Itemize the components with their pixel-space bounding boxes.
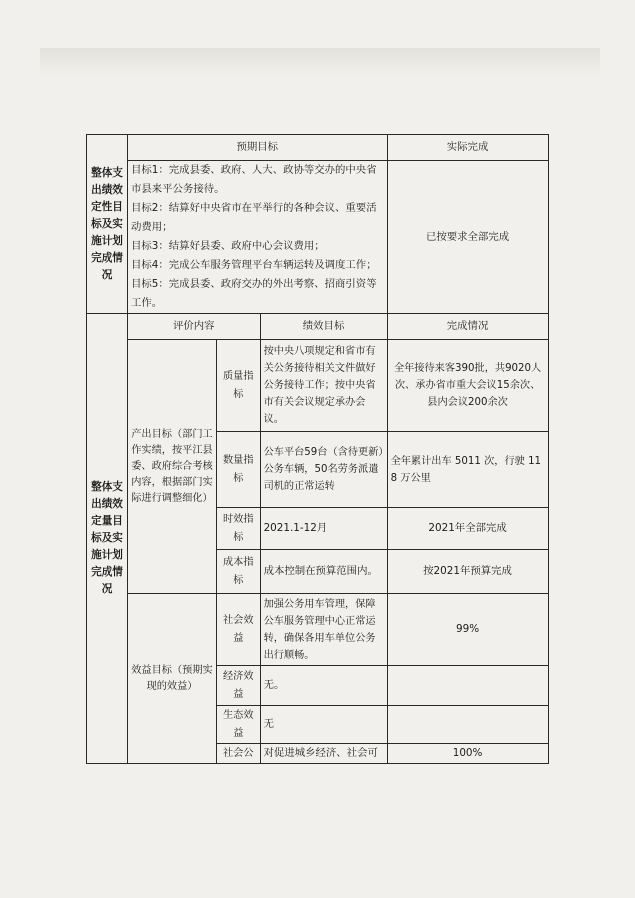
- ecological-benefit-target: 无: [260, 706, 387, 744]
- quality-status: 全年接待来客390批，共9020人次、承办省市重大会议15余次、县内会议200余次: [387, 340, 548, 432]
- quantity-status: 全年累计出车 5011 次，行驶 118 万公里: [387, 432, 548, 508]
- expected-goals-cell: [128, 161, 388, 314]
- goal-line: 目标2：结算好中央省市在平举行的各种会议、重要活: [131, 202, 377, 214]
- actual-completion-cell: 已按要求全部完成: [387, 161, 548, 314]
- quality-indicator: 质量指标: [217, 340, 261, 432]
- benefit-target-group: 效益目标（预期实现的效益）: [128, 594, 217, 764]
- economic-benefit-indicator: 经济效益: [217, 666, 261, 706]
- goal-line: 目标4：完成公车服务管理平台车辆运转及调度工作；: [131, 259, 377, 271]
- goal-line: 目标1：完成县委、政府、人大、政协等交办的中央省: [131, 164, 377, 176]
- goal-line: 市县来平公务接待。: [131, 183, 225, 195]
- quantity-target: 公车平台59台（含待更新）公务车辆，50名劳务派遣司机的正常运转: [260, 432, 387, 508]
- social-public-indicator: 社会公: [217, 744, 261, 764]
- goal-line: 目标5：完成县委、政府交办的外出考察、招商引资等: [131, 278, 377, 290]
- social-public-status: 100%: [387, 744, 548, 764]
- eval-content-header: 评价内容: [128, 314, 261, 340]
- timeliness-status: 2021年全部完成: [387, 508, 548, 550]
- actual-completion-header: 实际完成: [387, 135, 548, 161]
- section2-label: 整体支出绩效定量目标及实施计划完成情况: [87, 314, 128, 764]
- ecological-benefit-status: [387, 706, 548, 744]
- output-target-group: 产出目标（部门工作实绩，按平江县委、政府综合考核内容，根据部门实际进行调整细化）: [128, 340, 217, 594]
- social-benefit-indicator: 社会效益: [217, 594, 261, 666]
- timeliness-indicator: 时效指标: [217, 508, 261, 550]
- social-benefit-status: 99%: [387, 594, 548, 666]
- social-public-target: 对促进城乡经济、社会可: [260, 744, 387, 764]
- cost-indicator: 成本指标: [217, 550, 261, 594]
- section1-label: 整体支出绩效定性目标及实施计划完成情况: [87, 135, 128, 314]
- cost-target: 成本控制在预算范围内。: [260, 550, 387, 594]
- goal-line: 动费用；: [131, 221, 173, 233]
- performance-target-header: 绩效目标: [260, 314, 387, 340]
- social-benefit-target: 加强公务用车管理，保障公车服务管理中心正常运转，确保各用车单位公务出行顺畅。: [260, 594, 387, 666]
- ecological-benefit-indicator: 生态效益: [217, 706, 261, 744]
- expected-goal-header: 预期目标: [128, 135, 388, 161]
- performance-table: [86, 134, 549, 764]
- economic-benefit-status: [387, 666, 548, 706]
- goal-line: 工作。: [131, 297, 163, 309]
- economic-benefit-target: 无。: [260, 666, 387, 706]
- quality-target: 按中央八项规定和省市有关公务接待相关文件做好公务接待工作；按中央省市有关会议规定承办会议。: [260, 340, 387, 432]
- scan-shadow: [40, 48, 600, 78]
- cost-status: 按2021年预算完成: [387, 550, 548, 594]
- completion-status-header: 完成情况: [387, 314, 548, 340]
- timeliness-target: 2021.1-12月: [260, 508, 387, 550]
- goal-line: 目标3：结算好县委、政府中心会议费用；: [131, 240, 325, 252]
- quantity-indicator: 数量指标: [217, 432, 261, 508]
